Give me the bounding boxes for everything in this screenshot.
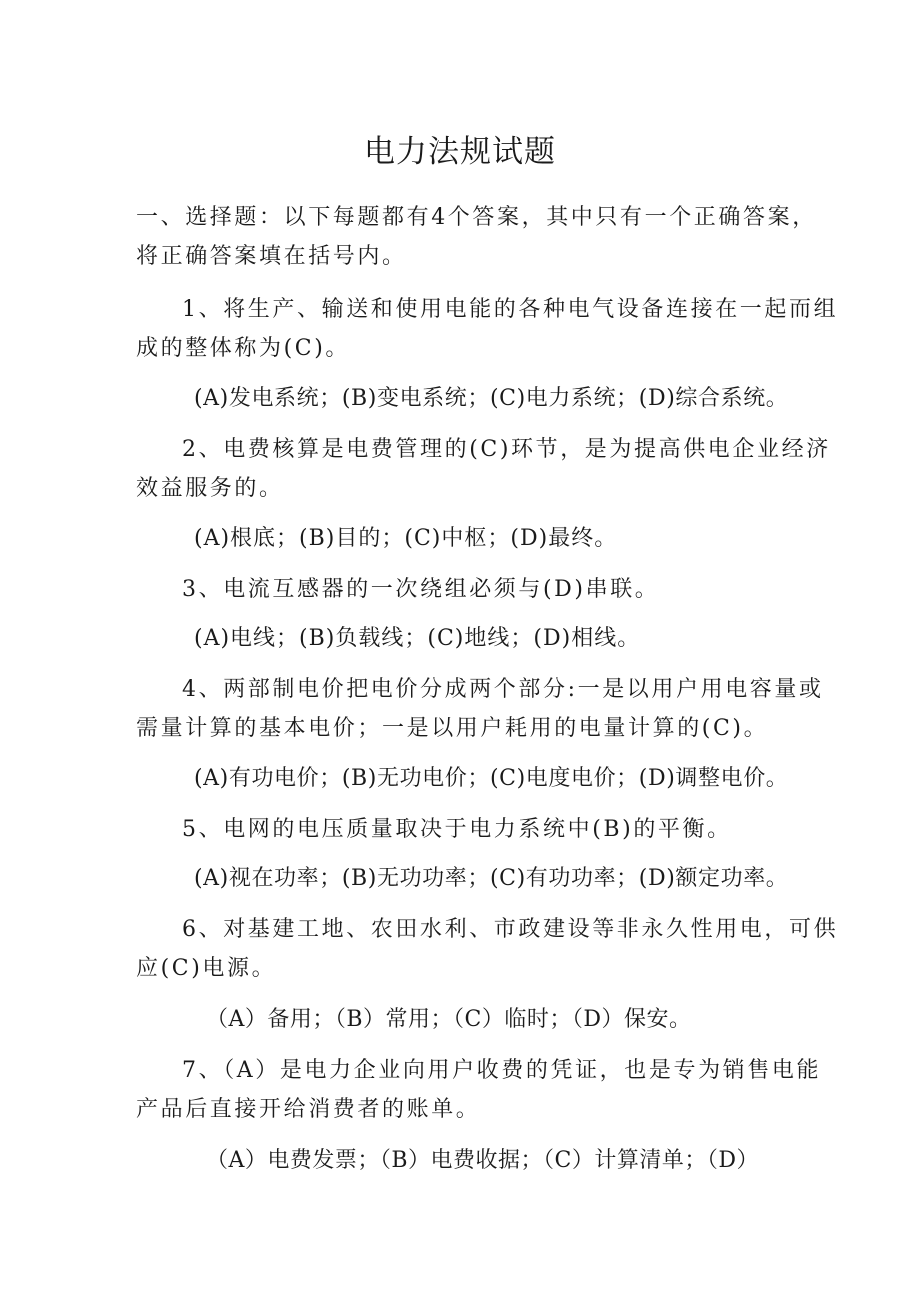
question-2-options: (A)根底；(B)目的；(C)中枢；(D)最终。 <box>194 526 618 551</box>
question-5-options: (A)视在功率；(B)无功功率；(C)有功功率；(D)额定功率。 <box>194 866 789 891</box>
question-7-stem-line-2: 产品后直接开给消费者的账单。 <box>136 1097 481 1122</box>
question-7-stem-line-1: 7、（A）是电力企业向用户收费的凭证，也是专为销售电能 <box>182 1058 822 1083</box>
section-intro-line-1: 一、选择题：以下每题都有4个答案，其中只有一个正确答案， <box>136 205 817 230</box>
question-5-stem-line-1: 5、电网的电压质量取决于电力系统中(B)的平衡。 <box>182 817 732 842</box>
question-7-options: （A）电费发票；（B）电费收据；（C）计算清单；（D） <box>206 1148 760 1173</box>
question-6-stem-line-1: 6、对基建工地、农田水利、市政建设等非永久性用电，可供 <box>182 917 839 942</box>
question-3-stem-line-1: 3、电流互感器的一次绕组必须与(D)串联。 <box>182 577 660 602</box>
question-2-stem-line-2: 效益服务的。 <box>136 476 284 501</box>
question-1-stem-line-1: 1、将生产、输送和使用电能的各种电气设备连接在一起而组 <box>182 297 839 322</box>
question-4-stem-line-1: 4、两部制电价把电价分成两个部分:一是以用户用电容量或 <box>182 677 824 702</box>
question-4-options: (A)有功电价；(B)无功电价；(C)电度电价；(D)调整电价。 <box>194 766 789 791</box>
question-4-stem-line-2: 需量计算的基本电价；一是以用户耗用的电量计算的(C)。 <box>136 716 769 741</box>
section-intro-line-2: 将正确答案填在括号内。 <box>136 244 407 269</box>
question-1-options: (A)发电系统；(B)变电系统；(C)电力系统；(D)综合系统。 <box>194 386 789 411</box>
question-1-stem-line-2: 成的整体称为(C)。 <box>136 336 350 361</box>
document-title: 电力法规试题 <box>364 134 556 170</box>
question-6-stem-line-2: 应(C)电源。 <box>136 956 277 981</box>
question-2-stem-line-1: 2、电费核算是电费管理的(C)环节，是为提高供电企业经济 <box>182 437 831 462</box>
question-6-options: （A）备用；（B）常用；（C）临时；（D）保安。 <box>206 1007 692 1032</box>
question-3-options: (A)电线；(B)负载线；(C)地线；(D)相线。 <box>194 626 641 651</box>
